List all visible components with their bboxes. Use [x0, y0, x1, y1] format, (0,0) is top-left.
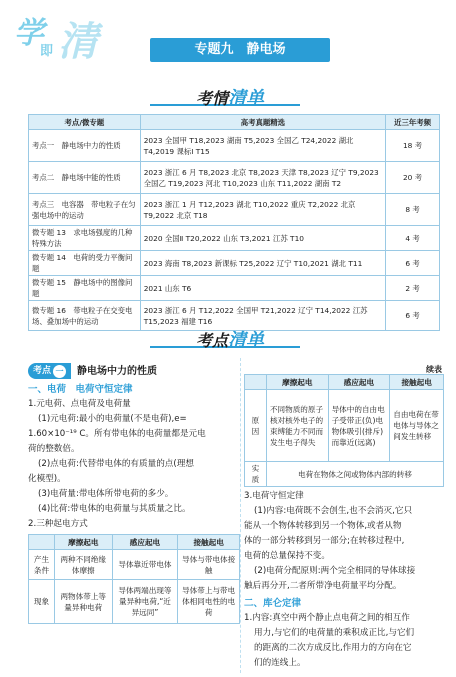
banner-part1: 考点 [195, 331, 228, 350]
frequency-cell: 8 考 [386, 194, 440, 226]
kaodian-badge: 考点 一 [28, 363, 71, 379]
exams-cell: 2023 浙江 6 月 T12,2022 全国甲 T21,2022 辽宁 T14,2022 江苏 T15,2023 福建 T16 [140, 301, 385, 331]
row-label-cell: 原因 [245, 390, 267, 462]
header-cell [29, 535, 55, 550]
paragraph: 1.元电荷、点电荷及电荷量 [28, 399, 131, 409]
paragraph: (3)电荷量:带电体所带电荷的多少。 [38, 489, 174, 499]
paragraph: (1)内容:电荷既不会创生,也不会消灭,它只 [254, 506, 413, 516]
subsection-heading: 二、库仑定律 [244, 598, 302, 609]
paragraph: 触后再分开,二者所带净电荷量平均分配。 [244, 581, 402, 591]
left-column [28, 362, 240, 624]
paragraph: 们的连线上。 [254, 658, 306, 668]
header-cell: 摩擦起电 [54, 535, 112, 550]
exams-cell: 2020 全国Ⅱ T20,2022 山东 T3,2021 江苏 T10 [140, 226, 385, 251]
table-cell: 导体靠近带电体 [112, 550, 178, 580]
table-cell: 导体两端出现等量异种电荷,“近异远同” [112, 580, 178, 624]
right-column [244, 362, 450, 671]
paragraph: 化模型)。 [28, 474, 66, 484]
frequency-cell: 6 考 [386, 251, 440, 276]
frequency-cell: 6 考 [386, 301, 440, 331]
paragraph: (4)比荷:带电体的电荷量与其质量之比。 [38, 504, 191, 514]
frequency-cell: 20 考 [386, 162, 440, 194]
frequency-cell: 4 考 [386, 226, 440, 251]
exam-frequency-table [28, 114, 440, 331]
banner-part2: 清单 [228, 88, 264, 109]
paragraph: 1.内容:真空中两个静止点电荷之间的相互作 [244, 613, 410, 623]
paragraph: 电荷的总量保持不变。 [244, 551, 330, 561]
table-row [29, 162, 440, 194]
paragraph: 的距离的二次方成反比,作用力的方向在它 [254, 643, 412, 653]
continued-label: 续表 [426, 365, 442, 374]
table-row [29, 580, 240, 624]
topic-cell: 微专题 14 电荷的受力平衡问题 [29, 251, 141, 276]
table-row [29, 226, 440, 251]
topic-cell: 考点一 静电场中力的性质 [29, 130, 141, 162]
paragraph: 1.60×10⁻¹⁹ C。所有带电体的电荷量都是元电 [28, 429, 206, 439]
header-cell [245, 375, 267, 390]
header-cell: 感应起电 [112, 535, 178, 550]
exams-cell: 2023 海南 T8,2023 新课标 T25,2022 辽宁 T10,2021 湖北 T11 [140, 251, 385, 276]
section-heading [28, 362, 240, 380]
header-cell: 考点/微专题 [29, 115, 141, 130]
table-row [29, 276, 440, 301]
table-row [29, 251, 440, 276]
table-header-row [29, 535, 240, 550]
table-header-row [29, 115, 440, 130]
logo-char-xue: 学 [14, 16, 44, 51]
topic-cell: 微专题 15 静电场中的图像问题 [29, 276, 141, 301]
kaodian-number: 一 [53, 365, 66, 378]
table-row [245, 462, 444, 487]
table-cell: 导体与带电体接触 [178, 550, 240, 580]
brand-logo [8, 6, 108, 68]
paragraph: 荷的整数倍。 [28, 444, 80, 454]
column-divider [240, 358, 241, 673]
topic-cell: 考点二 静电场中能的性质 [29, 162, 141, 194]
table-cell: 两物体带上等量异种电荷 [54, 580, 112, 624]
topic-cell: 考点三 电容器 带电粒子在匀强电场中的运动 [29, 194, 141, 226]
header-cell: 感应起电 [328, 375, 390, 390]
paragraph: (1)元电荷:最小的电荷量(不是电荷),e= [38, 414, 187, 424]
table-cell: 导体中的自由电子受带正(负)电物体吸引(排斥)而靠近(远离) [328, 390, 390, 462]
section-title: 静电场中力的性质 [77, 365, 158, 377]
table-cell: 不同物质的原子核对核外电子的束缚能力不同而发生电子得失 [266, 390, 328, 462]
page-header [0, 0, 456, 78]
header-cell: 接触起电 [178, 535, 240, 550]
paragraph: 能从一个物体转移到另一个物体,或者从物 [244, 521, 402, 531]
table-cell: 导体带上与带电体相同电性的电荷 [178, 580, 240, 624]
charging-methods-table [28, 534, 240, 624]
table-row [29, 130, 440, 162]
banner-exam-list [185, 84, 275, 109]
header-cell: 高考真题精选 [140, 115, 385, 130]
banner-part2: 清单 [228, 330, 264, 351]
exams-cell: 2023 浙江 1 月 T12,2023 湖北 T10,2022 重庆 T2,2022 北京 T9,2022 北京 T18 [140, 194, 385, 226]
frequency-cell: 2 考 [386, 276, 440, 301]
row-label-cell: 实质 [245, 462, 267, 487]
table-row [245, 390, 444, 462]
table-cell: 电荷在物体之间或物体内部的转移 [266, 462, 443, 487]
header-cell: 近三年考频 [386, 115, 440, 130]
table-header-row [245, 375, 444, 390]
table-cell: 两种不同绝缘体摩擦 [54, 550, 112, 580]
row-label-cell: 现象 [29, 580, 55, 624]
paragraph: (2)点电荷:代替带电体的有质量的点(理想 [38, 459, 194, 469]
paragraph: 体的一部分转移到另一部分;在转移过程中, [244, 536, 405, 546]
topic-cell: 微专题 16 带电粒子在交变电场、叠加场中的运动 [29, 301, 141, 331]
banner-part1: 考情 [195, 89, 228, 108]
exams-cell: 2023 全国甲 T18,2023 湖南 T5,2023 全国乙 T24,2022 湖北 T4,2019 课标Ⅰ T15 [140, 130, 385, 162]
banner-knowledge-list [185, 326, 275, 351]
paragraph: (2)电荷分配原则:两个完全相同的导体球接 [254, 566, 416, 576]
exams-cell: 2021 山东 T6 [140, 276, 385, 301]
table-row [29, 194, 440, 226]
charging-methods-table-continued [244, 374, 444, 487]
table-cell: 自由电荷在带电体与导体之间发生转移 [390, 390, 444, 462]
header-cell: 接触起电 [390, 375, 444, 390]
logo-char-ji: 即 [40, 44, 54, 59]
paragraph: 2.三种起电方式 [28, 519, 88, 529]
paragraph: 3.电荷守恒定律 [244, 491, 304, 501]
row-label-cell: 产生条件 [29, 550, 55, 580]
table-row [29, 550, 240, 580]
header-cell: 摩擦起电 [266, 375, 328, 390]
paragraph: 用力,与它们的电荷量的乘积成正比,与它们 [254, 628, 415, 638]
topic-cell: 微专题 13 求电场强度的几种特殊方法 [29, 226, 141, 251]
subsection-heading: 一、电荷 电荷守恒定律 [28, 384, 133, 395]
logo-char-qing: 清 [58, 19, 98, 65]
chapter-title: 专题九 静电场 [150, 38, 330, 62]
frequency-cell: 18 考 [386, 130, 440, 162]
exams-cell: 2023 浙江 6 月 T8,2023 北京 T8,2023 天津 T8,2023 辽宁 T9,2023 全国乙 T19,2023 河北 T10,2023 山东 T11,2022 湖南 T2 [140, 162, 385, 194]
